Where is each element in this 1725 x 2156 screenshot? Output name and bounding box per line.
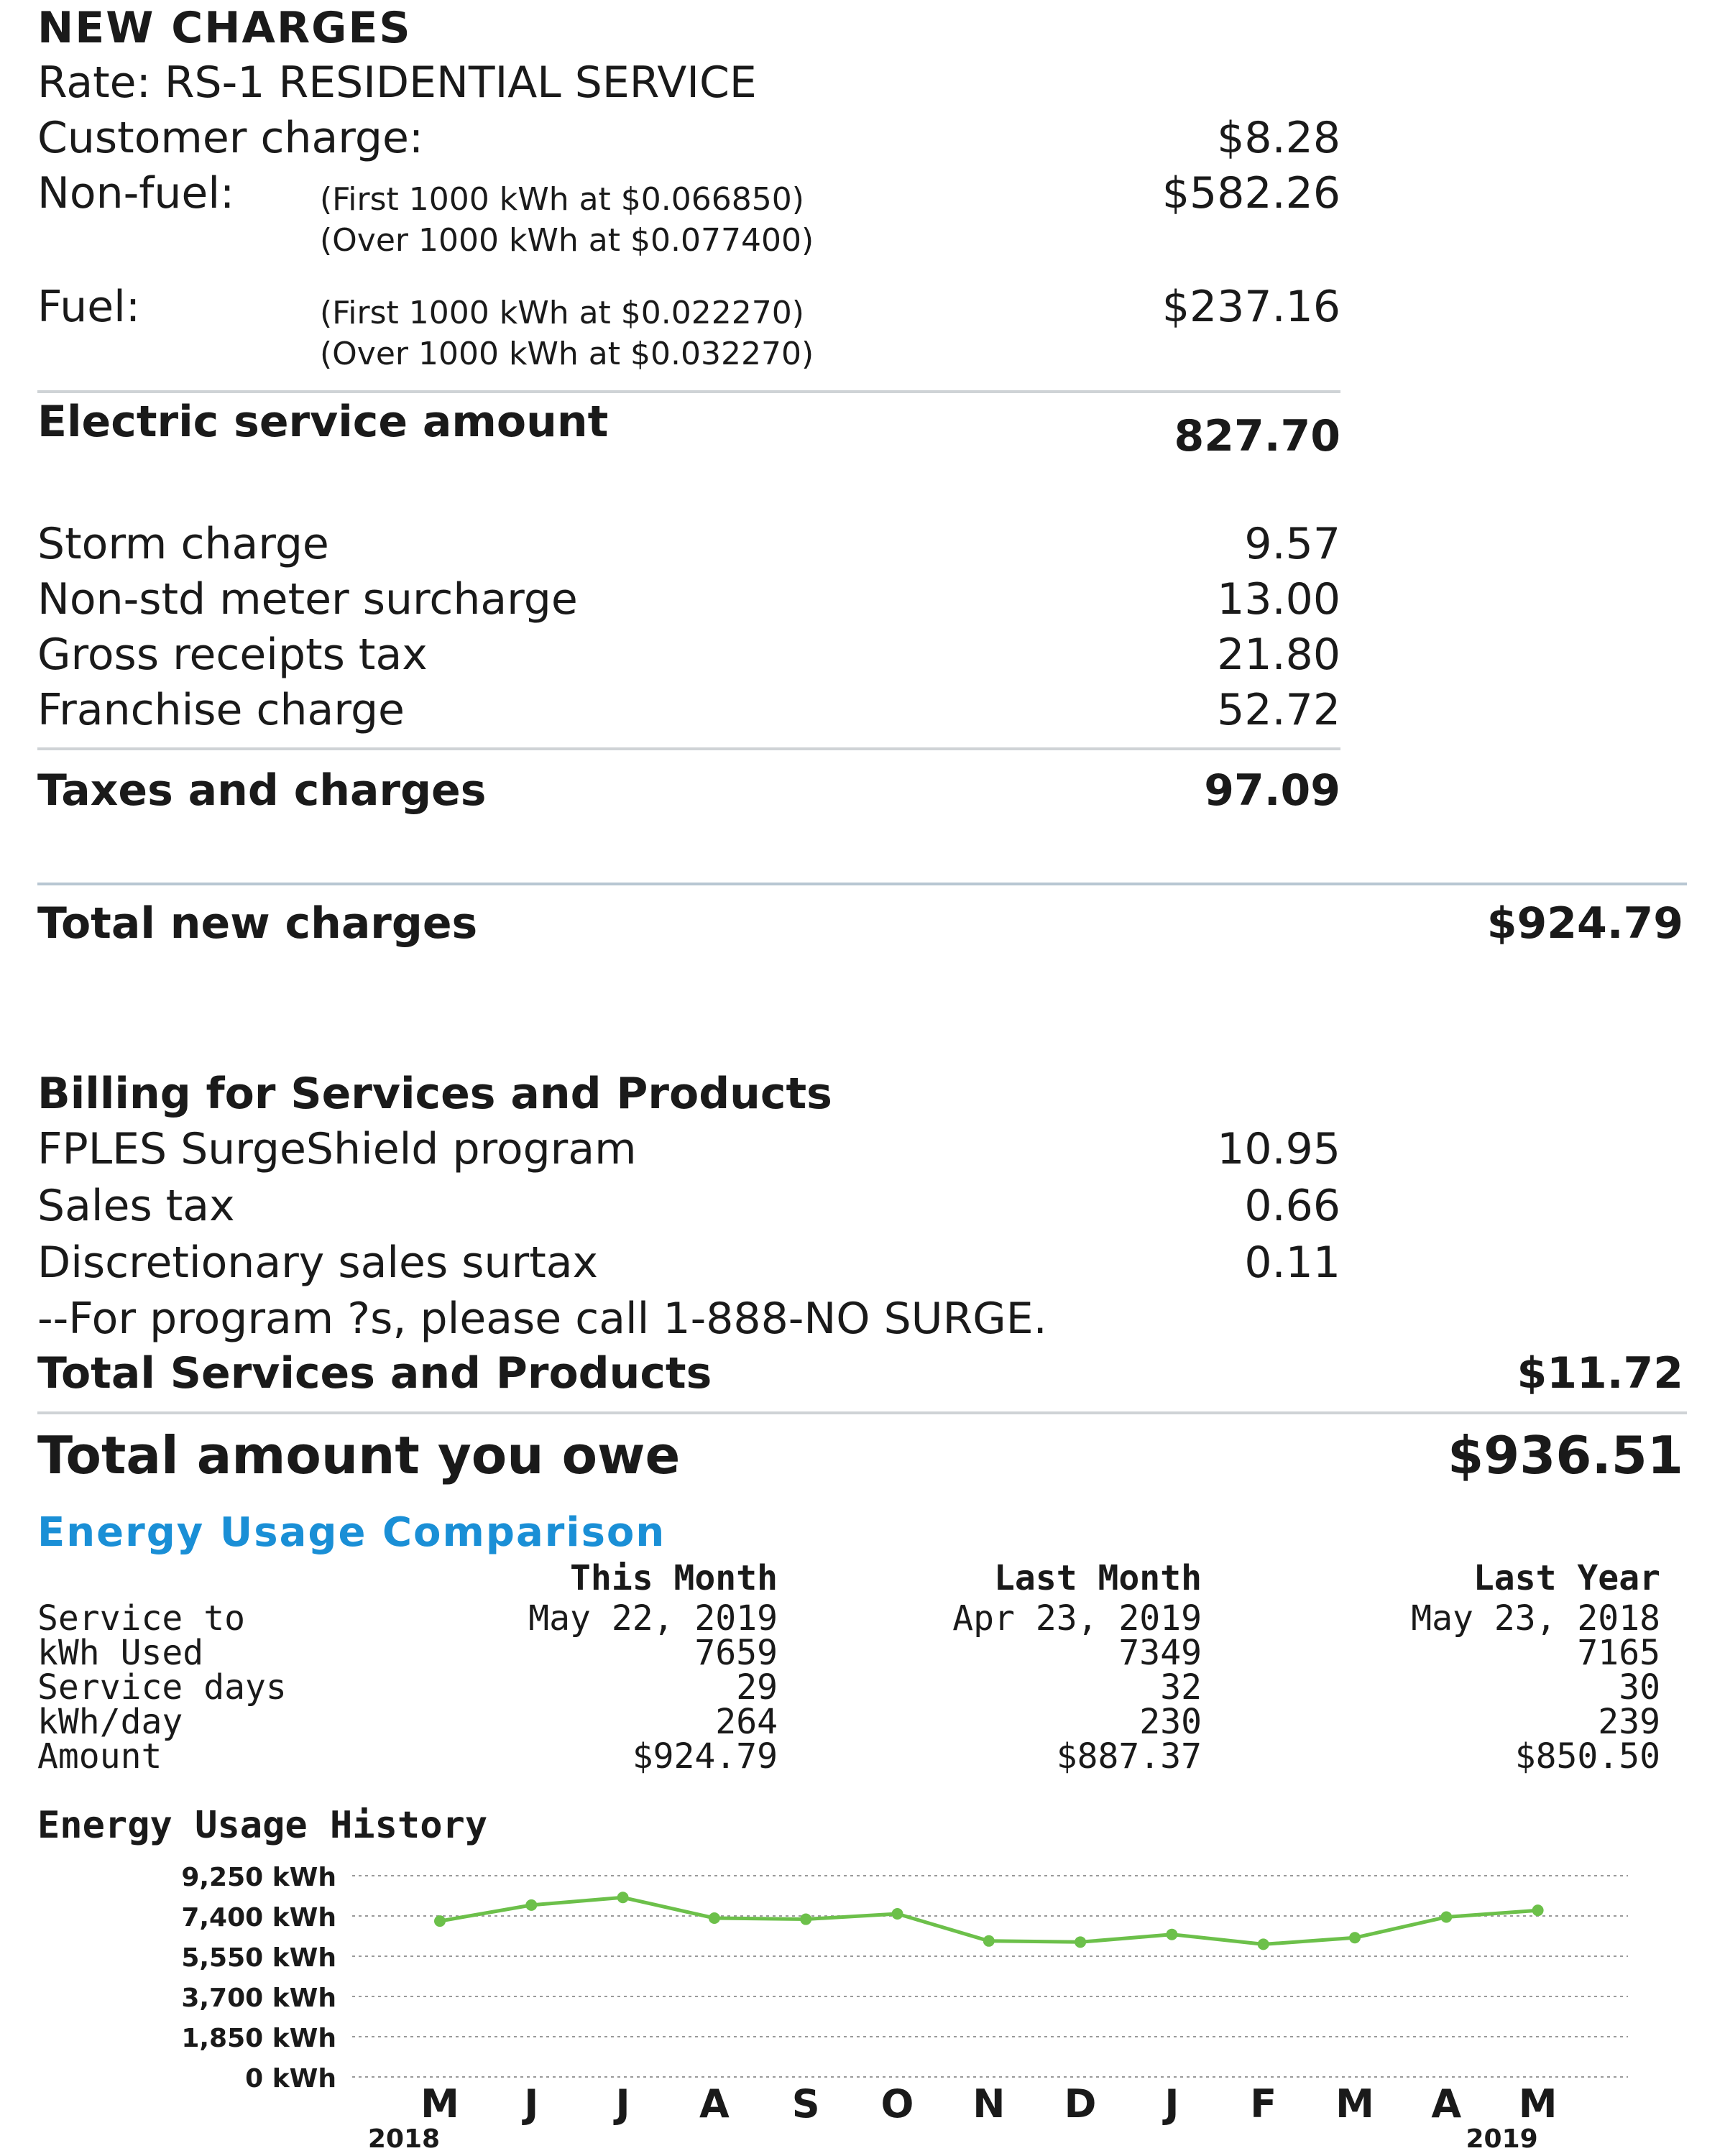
fuel-amount: $237.16 bbox=[1162, 282, 1340, 332]
x-tick-label: M bbox=[420, 2081, 459, 2127]
comparison-cell: 32 bbox=[1160, 1667, 1202, 1708]
new-charges-heading: NEW CHARGES bbox=[37, 3, 412, 53]
comparison-row-label: kWh/day bbox=[37, 1702, 183, 1742]
comparison-cell: 30 bbox=[1619, 1667, 1660, 1708]
column-last-year: Last Year bbox=[1473, 1558, 1660, 1598]
y-tick-label: 5,550 kWh bbox=[181, 1943, 336, 1973]
electric-service-amount: 827.70 bbox=[1174, 411, 1340, 461]
taxes-and-charges-label: Taxes and charges bbox=[37, 765, 487, 816]
column-last-month: Last Month bbox=[994, 1558, 1202, 1598]
comparison-cell: 7659 bbox=[694, 1633, 778, 1673]
comparison-row-label: kWh Used bbox=[37, 1633, 204, 1673]
total-services-amount: $11.72 bbox=[1517, 1348, 1683, 1399]
data-point bbox=[1440, 1912, 1452, 1923]
customer-charge-label: Customer charge: bbox=[37, 113, 424, 163]
column-this-month: This Month bbox=[570, 1558, 778, 1598]
comparison-cell: 7165 bbox=[1577, 1633, 1660, 1673]
service-item-amount: 0.11 bbox=[1244, 1238, 1340, 1288]
x-tick-label: J bbox=[1164, 2081, 1179, 2127]
data-point bbox=[892, 1908, 903, 1920]
charge-item-amount: 13.00 bbox=[1217, 574, 1340, 625]
usage-history-chart bbox=[0, 1847, 1725, 2156]
electric-service-label: Electric service amount bbox=[37, 397, 609, 447]
total-new-charges-label: Total new charges bbox=[37, 898, 478, 949]
comparison-cell: Apr 23, 2019 bbox=[952, 1598, 1202, 1639]
comparison-cell: 239 bbox=[1598, 1702, 1660, 1742]
service-item-amount: 0.66 bbox=[1244, 1181, 1340, 1231]
divider bbox=[37, 1411, 1687, 1414]
charge-item-label: Non-std meter surcharge bbox=[37, 574, 578, 625]
comparison-cell: 29 bbox=[736, 1667, 778, 1708]
comparison-cell: May 23, 2018 bbox=[1411, 1598, 1660, 1639]
x-tick-label: N bbox=[972, 2081, 1006, 2127]
x-tick-label: S bbox=[791, 2081, 820, 2127]
x-tick-label: M bbox=[1335, 2081, 1374, 2127]
data-point bbox=[434, 1915, 446, 1927]
charge-item-label: Storm charge bbox=[37, 519, 329, 569]
service-item-label: FPLES SurgeShield program bbox=[37, 1124, 637, 1174]
charge-item-amount: 21.80 bbox=[1217, 630, 1340, 680]
comparison-cell: $887.37 bbox=[1056, 1736, 1202, 1777]
data-point bbox=[1349, 1932, 1361, 1943]
charge-item-label: Gross receipts tax bbox=[37, 630, 428, 680]
chart-title: Energy Usage History bbox=[37, 1804, 488, 1847]
surge-note: --For program ?s, please call 1-888-NO SURGE. bbox=[37, 1294, 1047, 1344]
comparison-cell: 7349 bbox=[1118, 1633, 1202, 1673]
services-heading: Billing for Services and Products bbox=[37, 1069, 832, 1119]
comparison-row-label: Service to bbox=[37, 1598, 245, 1639]
service-item-label: Sales tax bbox=[37, 1181, 235, 1231]
data-point bbox=[617, 1892, 629, 1903]
x-tick-label: J bbox=[524, 2081, 539, 2127]
taxes-and-charges-amount: 97.09 bbox=[1204, 765, 1340, 816]
x-tick-label: A bbox=[1431, 2081, 1462, 2127]
data-point bbox=[983, 1935, 995, 1947]
data-point bbox=[1258, 1938, 1269, 1950]
data-point bbox=[1075, 1936, 1086, 1948]
charge-item-amount: 52.72 bbox=[1217, 685, 1340, 735]
comparison-cell: 264 bbox=[715, 1702, 778, 1742]
divider bbox=[37, 747, 1340, 750]
year-label: 2018 bbox=[367, 2124, 441, 2154]
x-tick-label: F bbox=[1250, 2081, 1277, 2127]
comparison-cell: 230 bbox=[1139, 1702, 1202, 1742]
customer-charge-amount: $8.28 bbox=[1217, 113, 1340, 163]
data-point bbox=[1166, 1929, 1177, 1940]
x-tick-label: D bbox=[1064, 2081, 1097, 2127]
non-fuel-detail-over: (Over 1000 kWh at $0.077400) bbox=[320, 222, 814, 259]
y-tick-label: 9,250 kWh bbox=[181, 1863, 336, 1892]
divider bbox=[37, 390, 1340, 393]
total-services-label: Total Services and Products bbox=[37, 1348, 712, 1399]
total-owe-label: Total amount you owe bbox=[37, 1425, 681, 1485]
rate-label: Rate: RS-1 RESIDENTIAL SERVICE bbox=[37, 57, 757, 108]
service-item-label: Discretionary sales surtax bbox=[37, 1238, 599, 1288]
total-owe-amount: $936.51 bbox=[1448, 1425, 1683, 1485]
x-tick-label: A bbox=[699, 2081, 730, 2127]
non-fuel-detail-first: (First 1000 kWh at $0.066850) bbox=[320, 181, 804, 218]
y-tick-label: 7,400 kWh bbox=[181, 1903, 336, 1932]
non-fuel-amount: $582.26 bbox=[1162, 168, 1340, 218]
fuel-label: Fuel: bbox=[37, 282, 141, 332]
y-tick-label: 1,850 kWh bbox=[181, 2024, 336, 2053]
divider bbox=[37, 883, 1687, 885]
comparison-row-label: Amount bbox=[37, 1736, 162, 1777]
comparison-row-label: Service days bbox=[37, 1667, 287, 1708]
data-point bbox=[525, 1899, 537, 1911]
charge-item-amount: 9.57 bbox=[1244, 519, 1340, 569]
non-fuel-label: Non-fuel: bbox=[37, 168, 235, 218]
data-point bbox=[1532, 1904, 1544, 1916]
x-tick-label: O bbox=[880, 2081, 914, 2127]
x-tick-label: M bbox=[1518, 2081, 1558, 2127]
data-point bbox=[800, 1914, 811, 1925]
comparison-cell: $924.79 bbox=[632, 1736, 778, 1777]
y-tick-label: 3,700 kWh bbox=[181, 1984, 336, 2013]
total-new-charges-amount: $924.79 bbox=[1486, 898, 1683, 949]
service-item-amount: 10.95 bbox=[1217, 1124, 1340, 1174]
data-point bbox=[709, 1912, 720, 1924]
year-label: 2019 bbox=[1466, 2124, 1538, 2154]
comparison-heading: Energy Usage Comparison bbox=[37, 1509, 666, 1556]
fuel-detail-over: (Over 1000 kWh at $0.032270) bbox=[320, 336, 814, 372]
x-tick-label: J bbox=[615, 2081, 630, 2127]
fuel-detail-first: (First 1000 kWh at $0.022270) bbox=[320, 295, 804, 331]
comparison-cell: May 22, 2019 bbox=[528, 1598, 778, 1639]
comparison-cell: $850.50 bbox=[1514, 1736, 1660, 1777]
charge-item-label: Franchise charge bbox=[37, 685, 405, 735]
y-tick-label: 0 kWh bbox=[245, 2064, 336, 2093]
